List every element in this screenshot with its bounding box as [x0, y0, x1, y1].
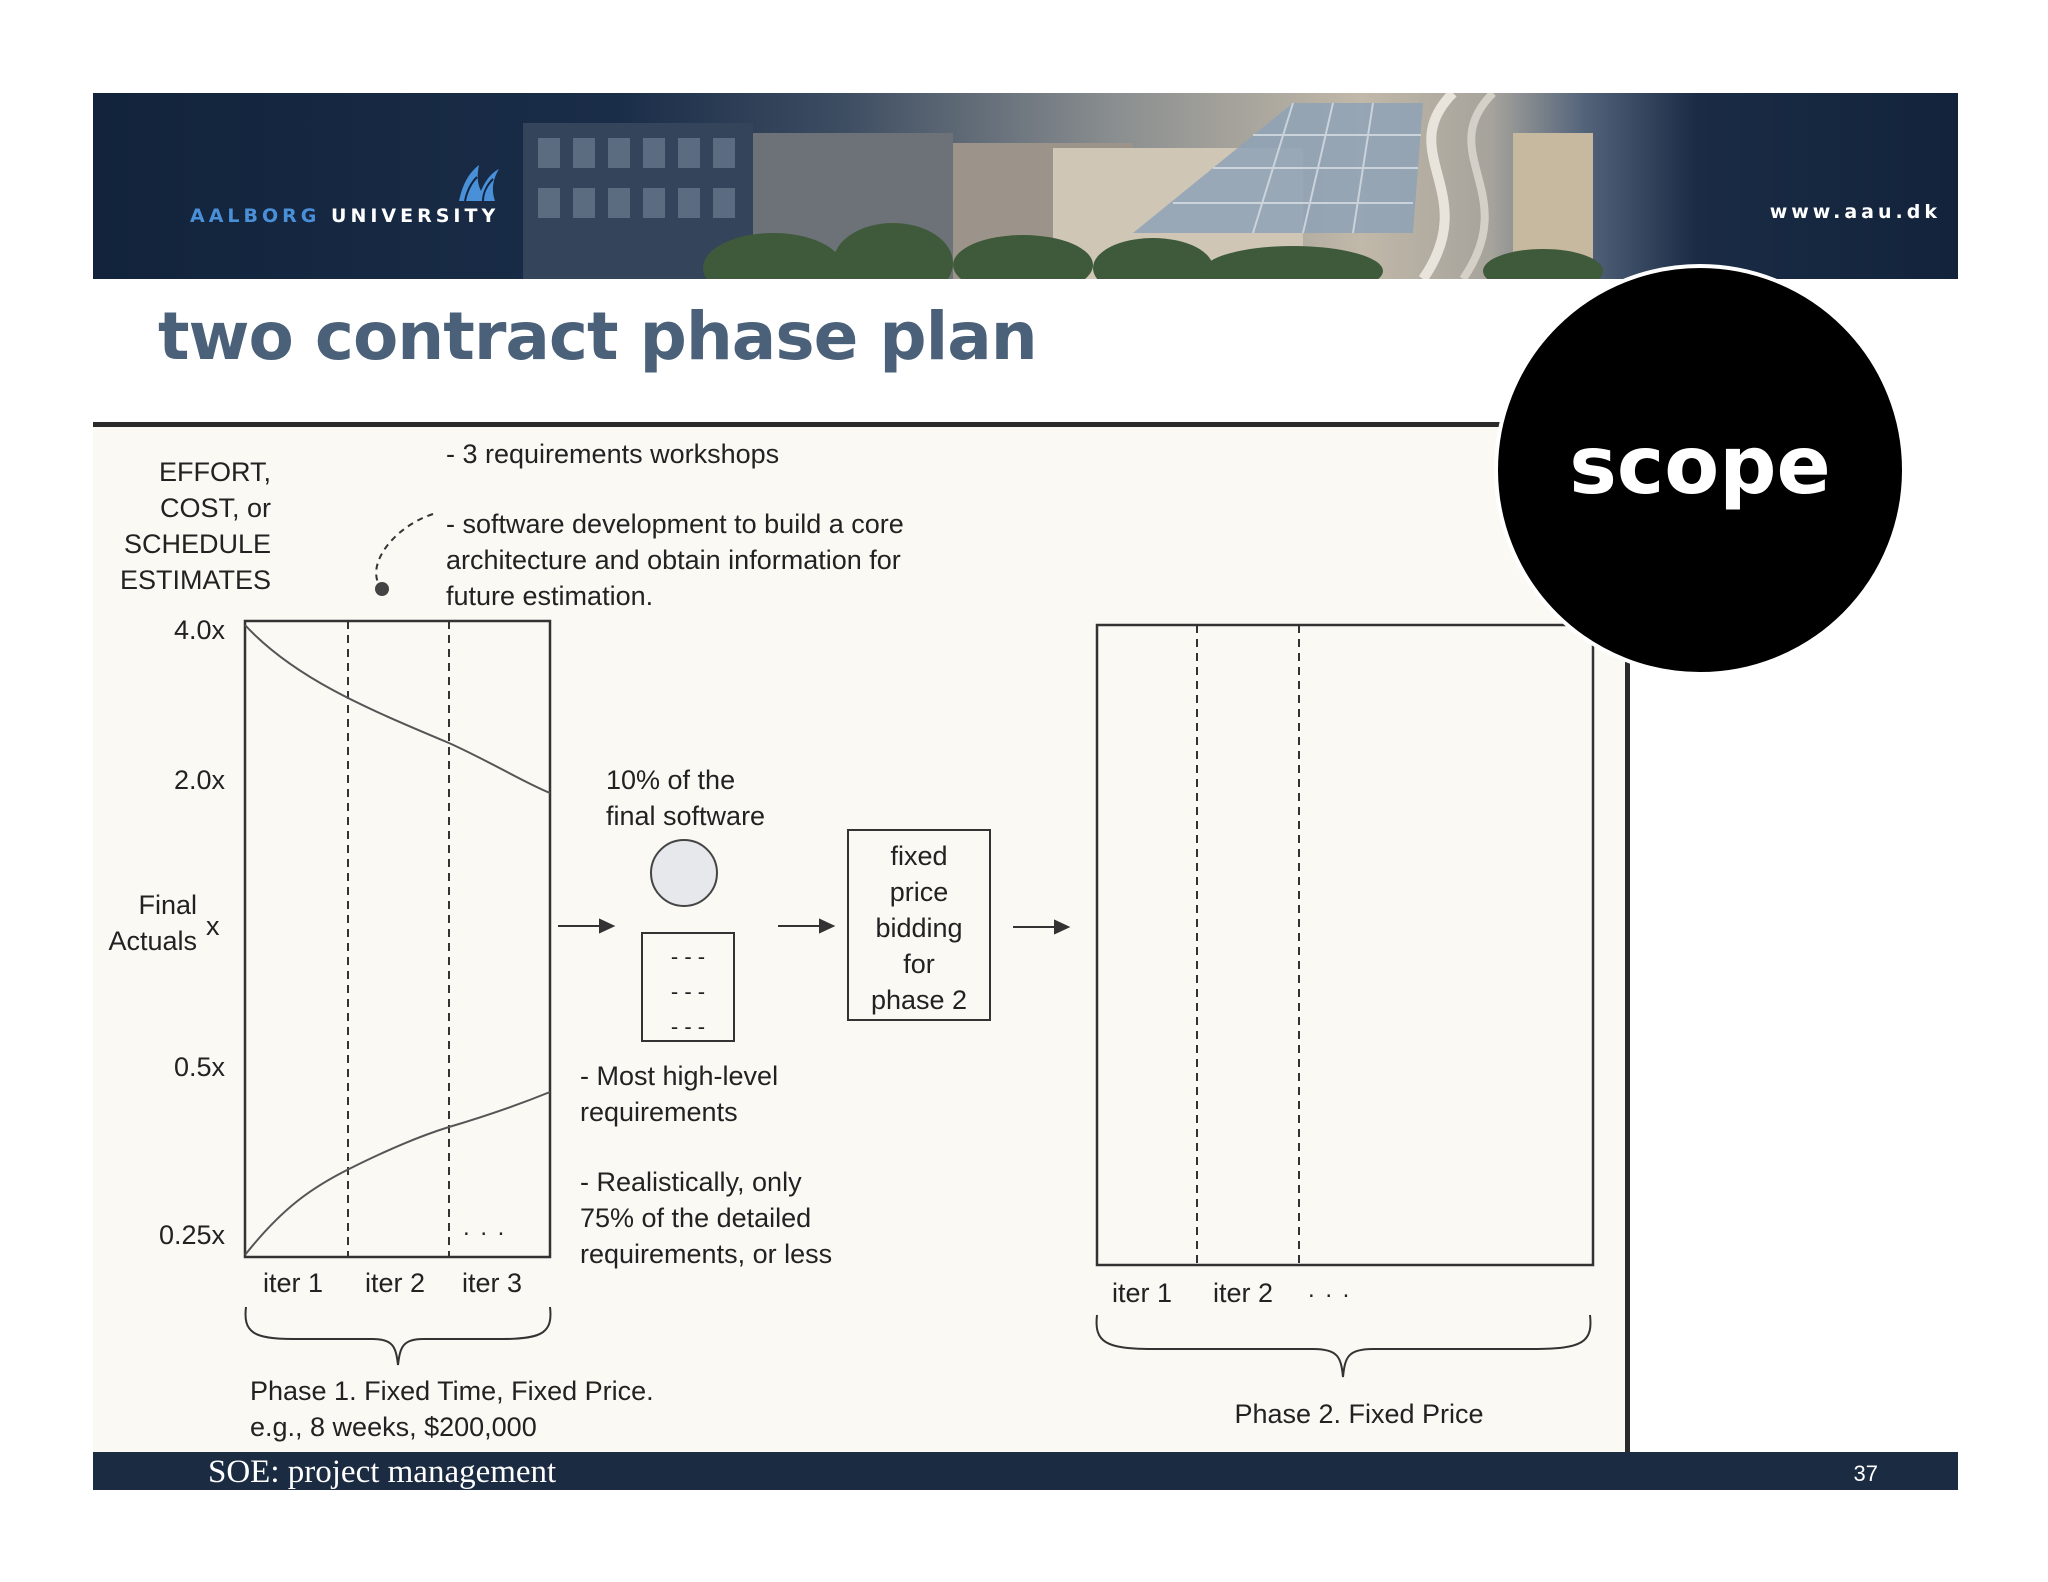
university-name-first: AALBORG	[190, 205, 321, 227]
diagram-figure	[93, 422, 1630, 1459]
bidding-line2: price	[889, 877, 949, 907]
header-banner	[93, 93, 1958, 279]
realistic-note-line1: - Realistically, only	[580, 1167, 802, 1197]
final-actuals-line2: Actuals	[108, 926, 197, 956]
phase1-brace	[246, 1307, 551, 1365]
tick-2x: 2.0x	[173, 765, 225, 795]
scope-badge	[1494, 264, 1906, 676]
bidding-line5: phase 2	[870, 985, 968, 1015]
university-name	[190, 205, 499, 227]
bidding-line3: bidding	[875, 913, 963, 943]
arrow-to-phase2-head	[1055, 921, 1068, 933]
document-line1: - - -	[670, 944, 706, 969]
final-actuals-x: x	[206, 911, 220, 941]
phase1-more-iters: . . .	[463, 1214, 507, 1241]
phase2-brace	[1097, 1315, 1591, 1377]
realistic-note-line3: requirements, or less	[580, 1239, 833, 1269]
final-actuals-line1: Final	[138, 890, 197, 920]
software-circle	[651, 840, 717, 906]
phase2-iter1-label: iter 1	[1111, 1278, 1173, 1308]
footer-course-name: SOE: project management	[208, 1454, 557, 1490]
dev-note-line2: architecture and obtain information for	[446, 545, 901, 575]
phase2-caption: Phase 2. Fixed Price	[1234, 1399, 1484, 1429]
phase1-caption-line2: e.g., 8 weeks, $200,000	[250, 1412, 537, 1442]
dev-note-line1: - software development to build a core	[446, 509, 904, 539]
university-name-second: UNIVERSITY	[331, 205, 500, 227]
yaxis-label-line1: EFFORT,	[158, 457, 271, 487]
requirements-note-line1: - Most high-level	[580, 1061, 779, 1091]
document-line3: - - -	[670, 1014, 706, 1039]
phase1-iter1-label: iter 1	[262, 1268, 324, 1298]
software-note-line2: final software	[606, 801, 766, 831]
workshops-note: - 3 requirements workshops	[446, 439, 780, 469]
phase1-chart-box	[245, 621, 550, 1257]
arrow-to-bidding-head	[820, 920, 833, 932]
software-note-line1: 10% of the	[606, 765, 736, 795]
callout-connector	[376, 514, 433, 589]
bidding-line1: fixed	[890, 841, 948, 871]
footer-page-number: 37	[1853, 1461, 1878, 1486]
aau-logo-icon	[455, 163, 501, 203]
tick-4x: 4.0x	[173, 615, 225, 645]
phase1-iter2-label: iter 2	[364, 1268, 426, 1298]
document-line2: - - -	[670, 979, 706, 1004]
realistic-note-line2: 75% of the detailed	[580, 1203, 812, 1233]
phase2-chart-box	[1097, 625, 1593, 1265]
yaxis-label-line2: COST, or	[159, 493, 271, 523]
scope-badge-label: scope	[1569, 418, 1831, 512]
requirements-note-line2: requirements	[580, 1097, 738, 1127]
slide-title: two contract phase plan	[158, 298, 1037, 375]
phase2-iter2-label: iter 2	[1212, 1278, 1274, 1308]
footer-bar	[93, 1452, 1958, 1490]
website-url[interactable]: www.aau.dk	[1769, 201, 1941, 223]
phase1-caption-line1: Phase 1. Fixed Time, Fixed Price.	[250, 1376, 654, 1406]
tick-025x: 0.25x	[158, 1220, 225, 1250]
yaxis-label-line4: ESTIMATES	[119, 565, 271, 595]
tick-05x: 0.5x	[173, 1052, 225, 1082]
phase1-iter3-label: iter 3	[461, 1268, 523, 1298]
arrow-to-results-head	[600, 920, 613, 932]
phase2-more-iters: . . .	[1308, 1276, 1352, 1303]
bidding-line4: for	[903, 949, 935, 979]
yaxis-label-line3: SCHEDULE	[123, 529, 271, 559]
upper-estimate-curve	[245, 625, 550, 793]
callout-dot	[375, 582, 389, 596]
dev-note-line3: future estimation.	[446, 581, 654, 611]
campus-building-photo	[93, 93, 1958, 279]
